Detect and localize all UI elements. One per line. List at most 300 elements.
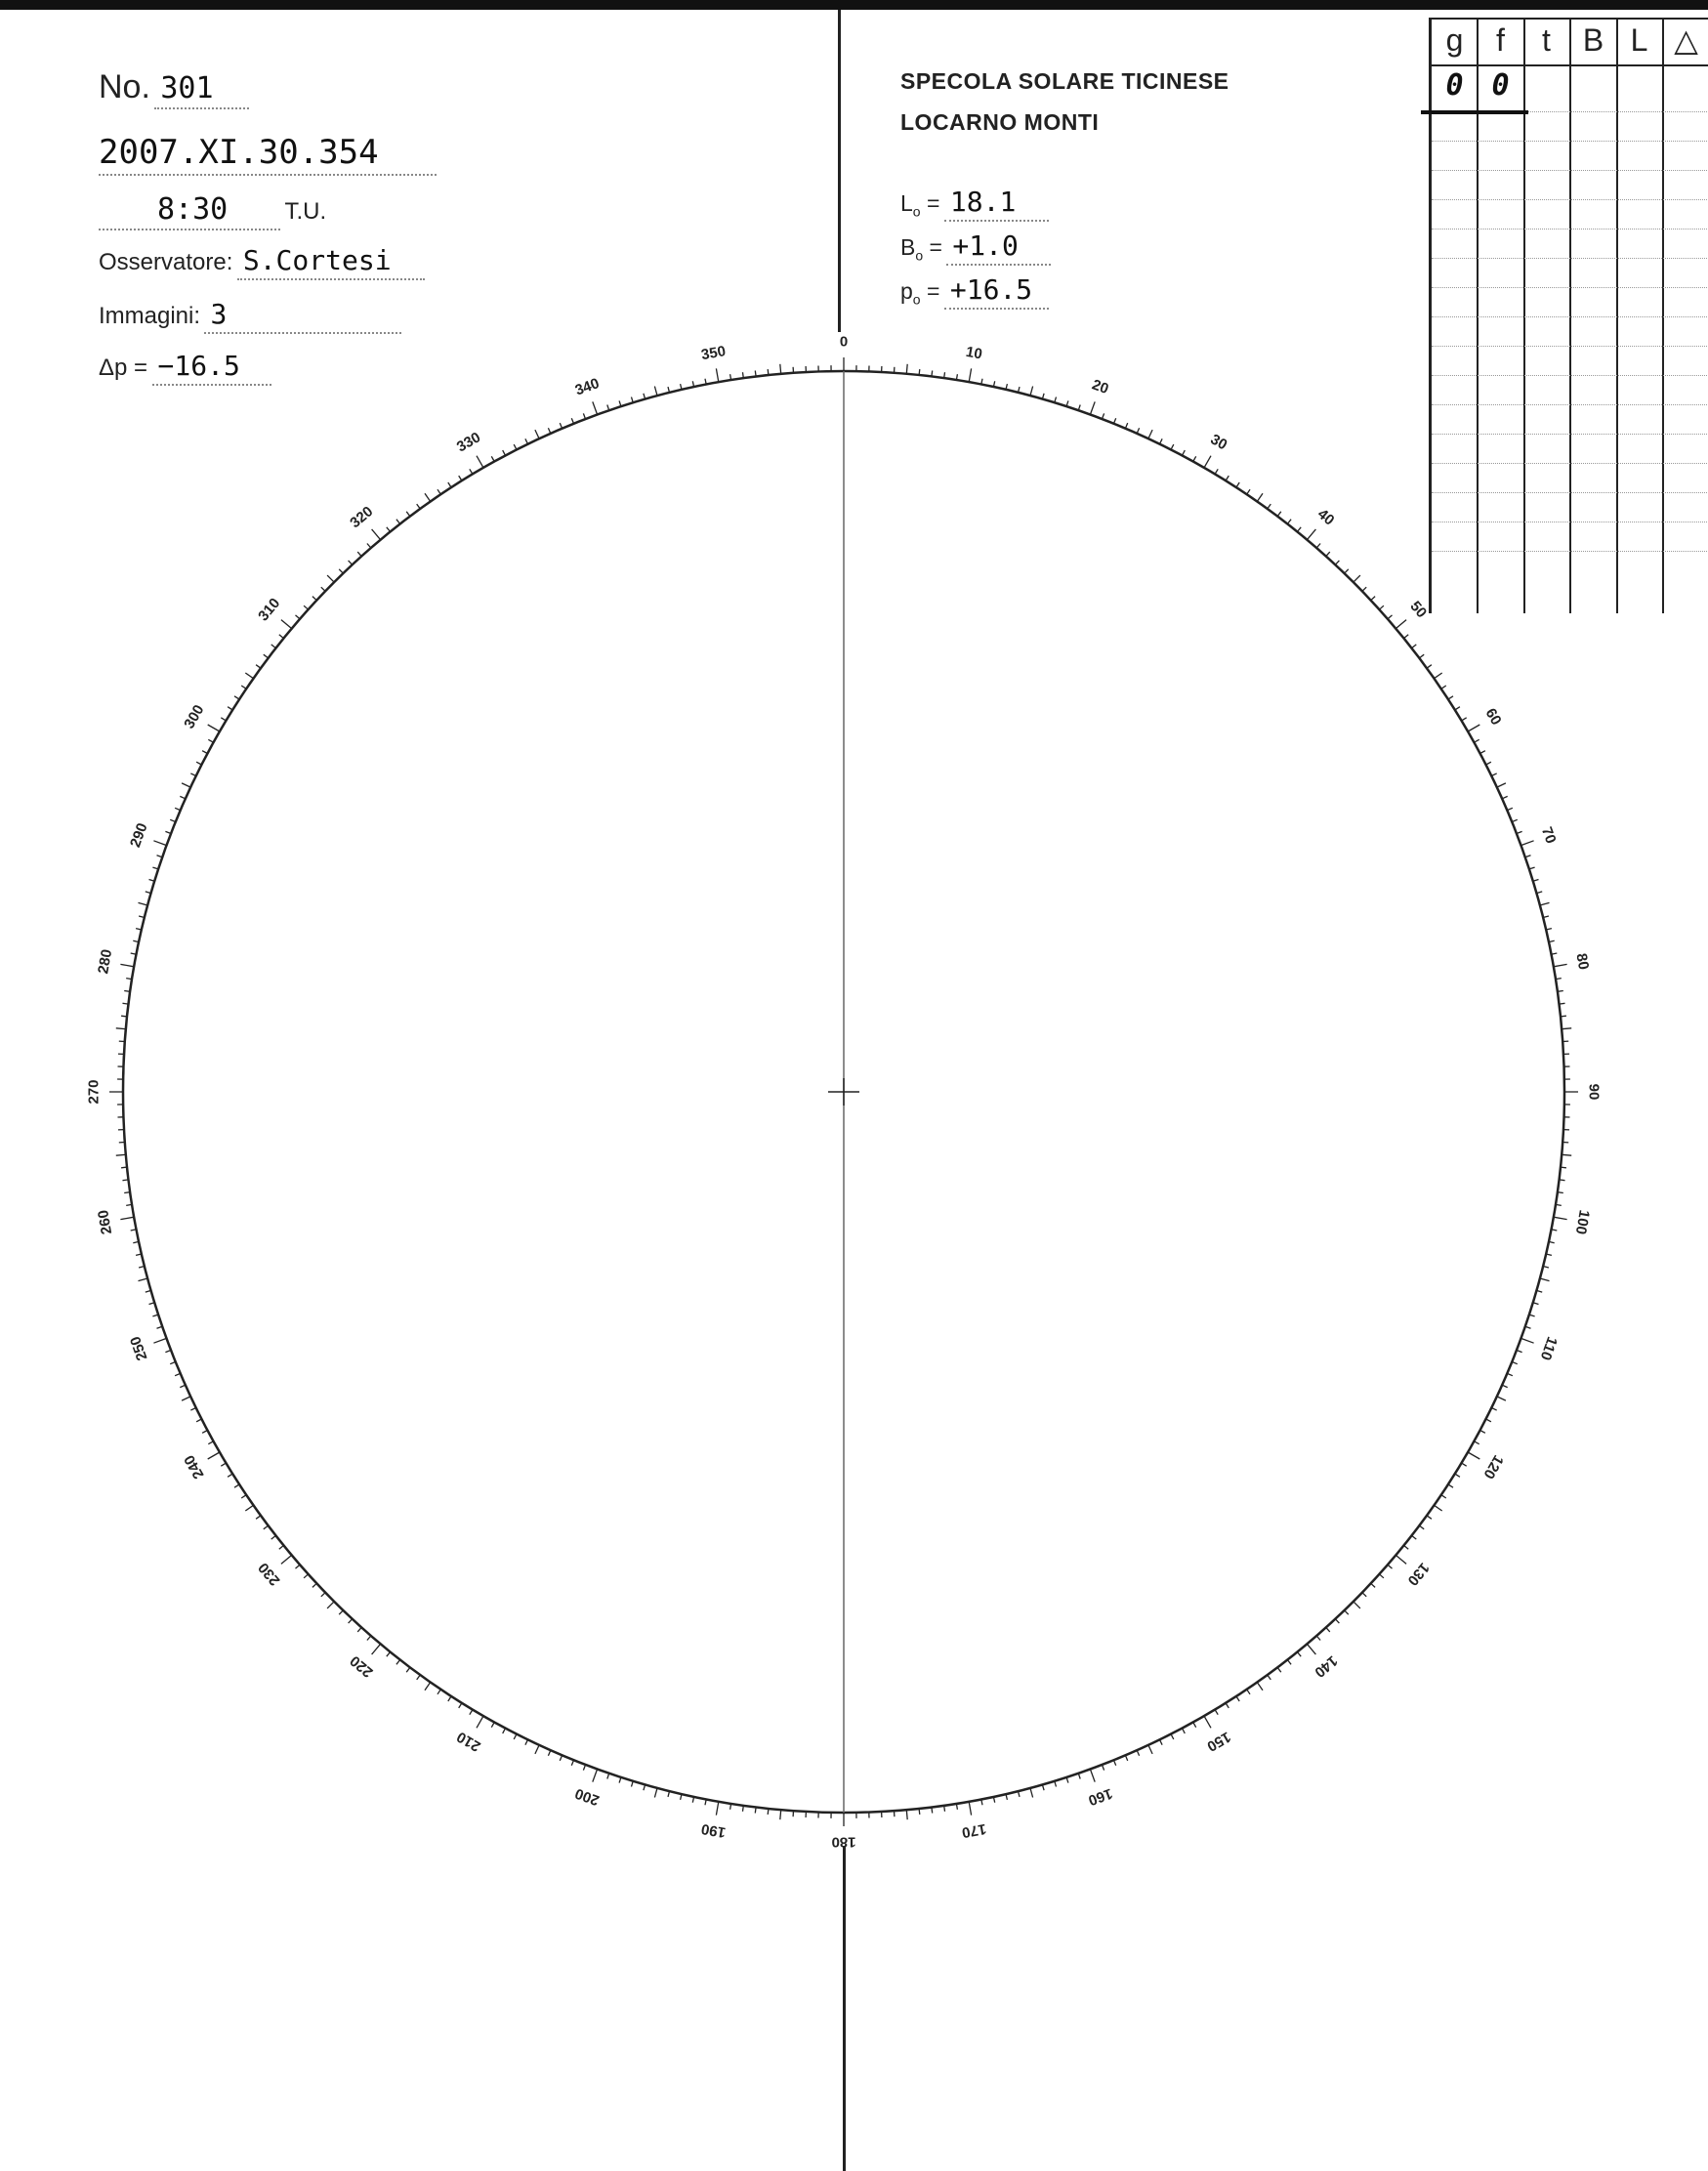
table-value-f: 0	[1491, 68, 1510, 103]
scale-tick	[116, 1154, 126, 1155]
scale-tick	[1388, 1565, 1393, 1568]
scale-tick	[208, 739, 213, 742]
scale-tick	[396, 1660, 400, 1665]
scale-label-10: 10	[964, 343, 984, 363]
table-row-line	[1432, 141, 1708, 142]
scale-tick	[1193, 1723, 1196, 1728]
scale-tick	[121, 1016, 127, 1017]
scale-tick	[755, 371, 756, 377]
scale-tick	[1335, 561, 1339, 564]
scale-tick	[367, 1636, 371, 1641]
scale-label-350: 350	[699, 343, 728, 364]
scale-tick	[1316, 1636, 1320, 1641]
table-row-line	[1432, 258, 1708, 259]
table-row-line	[1432, 287, 1708, 288]
scale-tick	[1078, 405, 1080, 411]
scale-tick	[1066, 400, 1068, 406]
scale-tick	[1533, 880, 1539, 882]
observer-label: Osservatore:	[99, 249, 233, 275]
scale-tick	[1480, 1431, 1485, 1434]
scale-tick	[944, 372, 945, 378]
scale-tick	[477, 456, 483, 468]
scale-tick	[1215, 469, 1218, 474]
table-row-line	[1432, 551, 1708, 552]
scale-tick	[607, 405, 609, 411]
scale-tick	[208, 1441, 213, 1444]
scale-label-80: 80	[1572, 951, 1593, 972]
table-row-line	[1432, 229, 1708, 230]
scale-tick	[245, 673, 253, 679]
scale-tick	[755, 1808, 756, 1814]
scale-tick	[919, 1809, 920, 1815]
scale-tick	[1455, 707, 1460, 710]
scale-tick	[654, 387, 657, 397]
scale-tick	[417, 504, 421, 509]
scale-tick	[228, 1474, 232, 1477]
scale-label-270: 270	[85, 1079, 103, 1105]
scale-tick	[514, 444, 517, 449]
scale-label-290: 290	[127, 820, 151, 850]
scale-tick	[1560, 1180, 1565, 1181]
record-number-value: 301	[160, 71, 214, 105]
scale-tick	[1137, 1750, 1139, 1756]
scale-tick	[312, 1583, 316, 1587]
scale-tick	[1183, 450, 1186, 455]
scale-tick	[1475, 1441, 1479, 1444]
scale-tick	[1354, 1602, 1360, 1608]
scale-tick	[448, 1696, 451, 1701]
scale-tick	[743, 1806, 744, 1812]
table-value-g: 0	[1445, 68, 1464, 103]
scale-label-300: 300	[181, 701, 208, 732]
scale-tick	[743, 372, 744, 378]
scale-tick	[157, 1326, 163, 1328]
scale-tick	[619, 400, 621, 406]
scale-tick	[124, 991, 130, 992]
scale-tick	[1419, 654, 1424, 658]
param-B0-eq: =	[929, 234, 942, 260]
scale-tick	[425, 493, 431, 501]
table-underline	[1421, 110, 1528, 114]
scale-tick	[969, 1802, 971, 1816]
scale-tick	[279, 1545, 284, 1549]
scale-tick	[1502, 796, 1508, 798]
images-value: 3	[210, 298, 228, 330]
scale-tick	[503, 450, 506, 455]
scale-label-100: 100	[1571, 1208, 1593, 1236]
scale-tick	[241, 686, 246, 689]
scale-tick	[1540, 1278, 1550, 1281]
scale-label-120: 120	[1479, 1451, 1507, 1482]
scale-tick	[339, 569, 343, 573]
scale-tick	[548, 1750, 550, 1756]
scale-tick	[327, 575, 334, 582]
scale-tick	[448, 482, 451, 487]
scale-tick	[281, 620, 292, 629]
scale-tick	[632, 397, 634, 403]
time-unit: T.U.	[284, 198, 327, 225]
scale-tick	[1388, 615, 1393, 619]
table-row-line	[1432, 434, 1708, 435]
scale-tick	[116, 1028, 126, 1029]
scale-label-160: 160	[1086, 1784, 1115, 1809]
scale-label-170: 170	[960, 1819, 988, 1841]
scale-tick	[1354, 575, 1360, 582]
scale-tick	[1379, 1574, 1384, 1578]
scale-label-180: 180	[831, 1833, 856, 1851]
table-col-L	[1432, 18, 1664, 613]
param-p0-value: +16.5	[949, 273, 1033, 306]
scale-tick	[593, 1770, 598, 1782]
scale-tick	[768, 369, 769, 375]
scale-tick	[190, 1408, 195, 1411]
table-row-line	[1432, 492, 1708, 493]
scale-label-30: 30	[1207, 431, 1230, 454]
scale-tick	[139, 1278, 148, 1281]
scale-tick	[1558, 1192, 1563, 1193]
scale-label-330: 330	[453, 429, 484, 456]
scale-tick	[1396, 620, 1406, 629]
scale-tick	[271, 645, 276, 648]
scale-tick	[906, 1810, 907, 1819]
scale-tick	[1160, 438, 1163, 443]
scale-label-230: 230	[255, 1559, 284, 1589]
scale-tick	[1502, 1385, 1508, 1387]
scale-tick	[372, 529, 381, 540]
scale-tick	[417, 1675, 421, 1680]
scale-label-220: 220	[347, 1651, 377, 1681]
scale-tick	[944, 1806, 945, 1812]
scale-label-110: 110	[1536, 1334, 1561, 1362]
scale-tick	[1462, 718, 1467, 721]
scale-tick	[1468, 725, 1479, 731]
scale-tick	[241, 1495, 246, 1498]
scale-tick	[1491, 773, 1496, 776]
scale-tick	[1171, 1734, 1174, 1739]
scale-tick	[477, 1716, 483, 1728]
scale-tick	[234, 696, 239, 699]
scale-tick	[120, 964, 134, 966]
scale-tick	[1486, 762, 1491, 765]
scale-tick	[1247, 489, 1250, 494]
scale-tick	[312, 597, 316, 601]
scale-tick	[1030, 1788, 1033, 1798]
scale-tick	[919, 369, 920, 375]
scale-tick	[271, 1535, 276, 1539]
scale-tick	[437, 1690, 440, 1694]
scale-tick	[1226, 476, 1229, 480]
scale-tick	[1371, 597, 1375, 601]
scale-tick	[535, 1745, 539, 1754]
scale-tick	[1257, 1683, 1263, 1691]
scale-tick	[491, 1723, 494, 1728]
scale-label-310: 310	[255, 595, 284, 625]
scale-tick	[1533, 1303, 1539, 1305]
scale-tick	[180, 1385, 186, 1387]
scale-label-140: 140	[1311, 1651, 1341, 1681]
scale-tick	[1525, 856, 1531, 857]
scale-tick	[153, 1338, 166, 1343]
scale-tick	[304, 1574, 309, 1578]
scale-tick	[357, 552, 361, 557]
scale-tick	[780, 364, 781, 374]
table-header-g: g	[1445, 22, 1464, 58]
scale-tick	[491, 456, 494, 461]
scale-tick	[1404, 635, 1409, 639]
table-header-B: B	[1582, 22, 1604, 58]
param-L0-sub: o	[912, 203, 921, 220]
scale-tick	[139, 902, 148, 905]
scale-tick	[1554, 964, 1567, 966]
scale-tick	[281, 1555, 292, 1564]
scale-tick	[768, 1809, 769, 1815]
scale-tick	[327, 1602, 334, 1608]
scale-tick	[1435, 673, 1442, 679]
scale-tick	[503, 1729, 506, 1733]
scale-tick	[264, 1525, 269, 1529]
scale-tick	[1268, 504, 1271, 509]
scale-tick	[1529, 867, 1535, 869]
scale-tick	[120, 1217, 134, 1219]
param-L0-eq: =	[926, 190, 940, 216]
param-L0-value: 18.1	[949, 186, 1017, 218]
scale-tick	[221, 718, 226, 721]
scale-tick	[1345, 569, 1349, 573]
scale-tick	[1277, 512, 1281, 517]
scale-tick	[1204, 1716, 1211, 1728]
scale-tick	[1335, 1619, 1339, 1623]
scale-tick	[607, 1774, 609, 1779]
scale-tick	[208, 725, 220, 731]
scale-tick	[1419, 1525, 1424, 1529]
scale-tick	[1396, 1555, 1406, 1564]
time-value: 8:30	[157, 192, 229, 227]
scale-tick	[1137, 428, 1139, 434]
scale-tick	[196, 762, 201, 765]
scale-tick	[525, 438, 528, 443]
scale-tick	[1297, 1652, 1301, 1657]
scale-tick	[1226, 1703, 1229, 1708]
scale-tick	[1497, 1397, 1506, 1400]
scale-tick	[1529, 1315, 1535, 1316]
scale-tick	[1066, 1777, 1068, 1783]
scale-tick	[1078, 1774, 1080, 1779]
scale-tick	[1475, 739, 1479, 742]
scale-tick	[152, 1315, 158, 1316]
scale-label-50: 50	[1406, 598, 1431, 622]
scale-tick	[256, 1516, 261, 1520]
scale-tick	[1307, 529, 1315, 540]
scale-tick	[190, 773, 195, 776]
scale-tick	[1435, 1505, 1442, 1511]
table-row-line	[1432, 375, 1708, 376]
delta-p-label: Δp =	[99, 355, 148, 381]
scale-tick	[1148, 430, 1152, 438]
scale-tick	[1268, 1675, 1271, 1680]
scale-tick	[228, 707, 232, 710]
scale-tick	[1148, 1745, 1152, 1754]
scale-label-250: 250	[127, 1334, 151, 1363]
scale-tick	[123, 1180, 129, 1181]
images-label: Immagini:	[99, 303, 201, 329]
scale-tick	[182, 783, 190, 787]
scale-label-20: 20	[1089, 376, 1111, 398]
scale-tick	[149, 880, 155, 882]
scale-tick	[1561, 1167, 1566, 1168]
scale-tick	[153, 841, 166, 846]
scale-tick	[1554, 1217, 1567, 1219]
scale-tick	[372, 1644, 381, 1654]
scale-label-190: 190	[699, 1819, 728, 1841]
scale-tick	[202, 751, 207, 754]
scale-tick	[619, 1777, 621, 1783]
scale-tick	[525, 1739, 528, 1744]
scale-tick	[654, 1788, 657, 1798]
scale-tick	[1412, 1535, 1417, 1539]
param-B0-sub: o	[915, 247, 924, 264]
scale-tick	[1236, 482, 1239, 487]
scale-tick	[632, 1781, 634, 1787]
scale-tick	[1448, 1484, 1453, 1487]
scale-tick	[969, 368, 971, 382]
scale-label-260: 260	[95, 1208, 116, 1236]
scale-tick	[459, 1703, 462, 1708]
scale-tick	[906, 364, 907, 374]
scale-tick	[1448, 696, 1453, 699]
scale-tick	[1183, 1729, 1186, 1733]
scale-tick	[1412, 645, 1417, 648]
scale-tick	[1427, 665, 1432, 669]
scale-tick	[1257, 493, 1263, 501]
scale-tick	[367, 544, 371, 549]
table-row-line	[1432, 170, 1708, 171]
scale-tick	[349, 1619, 353, 1623]
scale-tick	[1561, 1016, 1566, 1017]
scale-tick	[1055, 397, 1057, 403]
scale-tick	[296, 1565, 301, 1568]
date-value: 2007.XI.30.354	[99, 133, 379, 172]
scale-label-280: 280	[95, 947, 116, 976]
scale-tick	[1160, 1739, 1163, 1744]
scale-tick	[1171, 444, 1174, 449]
scale-label-0: 0	[839, 333, 849, 351]
scale-tick	[1055, 1781, 1057, 1787]
scale-tick	[1247, 1690, 1250, 1694]
scale-label-200: 200	[572, 1784, 602, 1809]
station-line-2: LOCARNO MONTI	[900, 109, 1100, 135]
scale-tick	[221, 1463, 226, 1466]
param-B0-value: +1.0	[952, 230, 1019, 262]
scale-label-320: 320	[347, 503, 377, 532]
scale-tick	[1297, 527, 1301, 532]
scale-label-240: 240	[181, 1451, 208, 1482]
scale-tick	[396, 520, 400, 524]
scale-tick	[1497, 783, 1506, 787]
scale-tick	[1441, 1495, 1446, 1498]
scale-tick	[470, 1710, 473, 1715]
scale-tick	[1193, 456, 1196, 461]
scale-tick	[1462, 1463, 1467, 1466]
scale-label-40: 40	[1313, 505, 1338, 529]
scale-tick	[425, 1683, 431, 1691]
scale-tick	[1371, 1583, 1375, 1587]
table-row-line	[1432, 404, 1708, 405]
scale-tick	[152, 867, 158, 869]
scale-tick	[1521, 841, 1534, 846]
scale-tick	[514, 1734, 517, 1739]
scale-tick	[1558, 991, 1563, 992]
scale-tick	[1540, 902, 1550, 905]
scale-tick	[1525, 1326, 1531, 1328]
scale-tick	[387, 1652, 391, 1657]
scale-tick	[1236, 1696, 1239, 1701]
scale-tick	[339, 1610, 343, 1614]
observer-value: S.Cortesi	[242, 244, 392, 276]
scale-tick	[245, 1505, 253, 1511]
scale-tick	[1287, 520, 1291, 524]
scale-tick	[1287, 1660, 1291, 1665]
scale-tick	[202, 1431, 207, 1434]
delta-p-value: −16.5	[157, 350, 240, 382]
scale-tick	[1362, 587, 1366, 591]
scale-tick	[157, 856, 163, 857]
scale-tick	[1090, 1770, 1095, 1782]
scale-tick	[1030, 387, 1033, 397]
param-B0-label: B	[900, 234, 916, 260]
scale-label-130: 130	[1403, 1559, 1433, 1589]
scale-tick	[1215, 1710, 1218, 1715]
scale-tick	[182, 1397, 190, 1400]
scale-tick	[196, 1419, 201, 1422]
scale-tick	[1379, 605, 1384, 609]
scale-tick	[780, 1810, 781, 1819]
scale-tick	[470, 469, 473, 474]
scale-tick	[1521, 1338, 1534, 1343]
scale-tick	[1362, 1593, 1366, 1597]
scale-tick	[593, 401, 598, 414]
scale-tick	[932, 371, 933, 377]
scale-tick	[1277, 1667, 1281, 1672]
scale-tick	[321, 587, 325, 591]
scale-label-60: 60	[1481, 705, 1505, 729]
scale-tick	[304, 605, 309, 609]
table-row-line	[1432, 199, 1708, 200]
station-line-1: SPECOLA SOLARE TICINESE	[900, 68, 1229, 94]
scale-tick	[321, 1593, 325, 1597]
group-table	[1429, 18, 1708, 613]
table-row-line	[1432, 346, 1708, 347]
scale-tick	[1480, 751, 1485, 754]
scale-tick	[1491, 1408, 1496, 1411]
scale-tick	[121, 1167, 127, 1168]
scale-tick	[1090, 401, 1095, 414]
scale-tick	[548, 428, 550, 434]
scale-tick	[406, 512, 410, 517]
scale-label-90: 90	[1585, 1083, 1603, 1101]
param-L0-label: L	[900, 190, 913, 216]
scale-tick	[349, 561, 353, 564]
scale-tick	[149, 1303, 155, 1305]
scale-tick	[716, 1802, 718, 1816]
scale-tick	[296, 615, 301, 619]
scale-label-70: 70	[1537, 824, 1560, 847]
scale-tick	[1441, 686, 1446, 689]
scale-tick	[123, 1003, 129, 1004]
scale-tick	[264, 654, 269, 658]
scale-tick	[1404, 1545, 1409, 1549]
scale-tick	[406, 1667, 410, 1672]
scale-tick	[1204, 456, 1211, 468]
